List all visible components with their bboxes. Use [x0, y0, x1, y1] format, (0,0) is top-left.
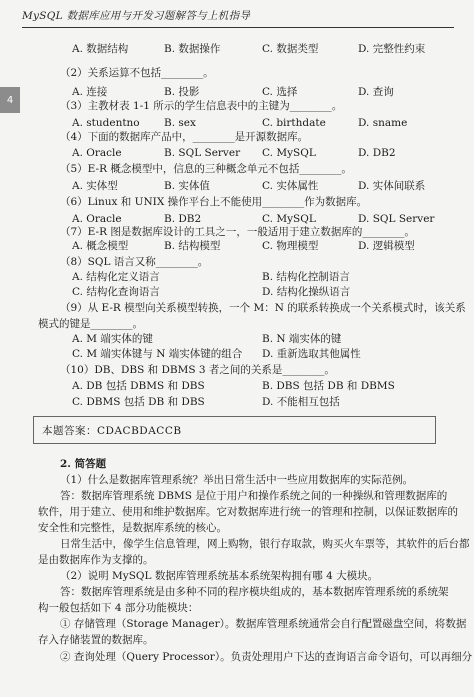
q6-option-b: B. DB2 [164, 213, 202, 225]
q9-option-c: C. M 端实体键与 N 端实体键的组合 [72, 348, 243, 360]
q2-stem: （2）关系运算不包括________。 [60, 67, 214, 79]
answer-text [42, 423, 182, 438]
q7-stem: （7）E-R 图是数据库设计的工具之一，一般适用于建立数据库的________。 [60, 226, 415, 238]
q1-option-d: D. 完整性约束 [358, 43, 426, 55]
answer-label: 本题答案： [42, 425, 97, 437]
q2-option-d: D. 查询 [358, 86, 394, 98]
q8-option-a: A. 结构化定义语言 [72, 271, 160, 283]
q6-option-d: D. SQL Server [358, 213, 435, 225]
q5-option-c: C. 实体属性 [262, 180, 319, 192]
q1-option-c: C. 数据类型 [262, 43, 319, 55]
q6-option-c: C. MySQL [262, 213, 316, 225]
paragraph-line: 安全性和完整性，是数据库系统的核心。 [38, 522, 227, 534]
q4-option-d: D. DB2 [358, 147, 396, 159]
paragraph-line: ② 查询处理（Query Processor）。负责处理用户下达的查询语言命令语句，可以再细分 [60, 651, 473, 663]
q1-option-b: B. 数据操作 [164, 43, 221, 55]
q3-option-d: D. sname [358, 117, 408, 129]
header-rule [22, 27, 454, 28]
q8-stem: （8）SQL 语言又称________。 [60, 256, 209, 268]
q9-stem: （9）从 E-R 模型向关系模型转换，一个 M：N 的联系转换成一个关系模式时，该关系 [60, 302, 466, 314]
q3-option-c: C. birthdate [262, 117, 326, 129]
q8-option-b: B. 结构化控制语言 [262, 271, 350, 283]
paragraph-line: 答：数据库管理系统是由多种不同的程序模块组成的，基本数据库管理系统的系统架 [60, 586, 449, 598]
q3-option-a: A. studentno [72, 117, 140, 129]
q2-option-c: C. 选择 [262, 86, 298, 98]
paragraph-line: 是由数据库作为支撑的。 [38, 554, 154, 566]
q6-option-a: A. Oracle [72, 213, 122, 225]
q10-stem: （10）DB、DBS 和 DBMS 3 者之间的关系是________。 [60, 364, 335, 376]
q4-stem: （4）下面的数据库产品中，________是开源数据库。 [60, 131, 309, 143]
q7-option-a: A. 概念模型 [72, 240, 129, 252]
paragraph-line: （2）说明 MySQL 数据库管理系统基本系统架构拥有哪 4 大模块。 [60, 570, 379, 582]
q10-option-c: C. DBMS 包括 DB 和 DBS [72, 396, 205, 408]
paragraph-line: 日常生活中，像学生信息管理，网上购物，银行存取款，购买火车票等，其软件的后台都 [60, 538, 470, 550]
running-header: MySQL 数据库应用与开发习题解答与上机指导 [22, 10, 251, 22]
q5-stem: （5）E-R 概念模型中，信息的三种概念单元不包括________。 [60, 163, 352, 175]
answer-value: CDACBDACCB [97, 425, 182, 437]
q2-option-a: A. 连接 [72, 86, 108, 98]
q3-stem: （3）主教材表 1-1 所示的学生信息表中的主键为________。 [60, 100, 343, 112]
q5-option-b: B. 实体值 [164, 180, 210, 192]
q8-option-d: D. 结构化操纵语言 [262, 286, 351, 298]
q4-option-a: A. Oracle [72, 147, 122, 159]
paragraph-line: 存入存储装置的数据库。 [38, 634, 154, 646]
q4-option-c: C. MySQL [262, 147, 316, 159]
q7-option-d: D. 逻辑模型 [358, 240, 415, 252]
q4-option-b: B. SQL Server [164, 147, 241, 159]
paragraph-line: 软件，用于建立、使用和维护数据库。它对数据库进行统一的管理和控制，以保证数据库的 [38, 506, 458, 518]
q10-option-b: B. DBS 包括 DB 和 DBMS [262, 380, 395, 392]
paragraph-line: （1）什么是数据库管理系统？举出日常生活中一些应用数据库的实际范例。 [60, 474, 414, 486]
q2-option-b: B. 投影 [164, 86, 200, 98]
q9-option-a: A. M 端实体的键 [72, 333, 153, 345]
q10-option-a: A. DB 包括 DBMS 和 DBS [72, 380, 205, 392]
q3-option-b: B. sex [164, 117, 196, 129]
paragraph-line: ① 存储管理（Storage Manager）。数据库管理系统通常会自行配置磁盘空间，将数据 [60, 618, 467, 630]
q10-option-d: D. 不能相互包括 [262, 396, 340, 408]
q9-option-b: B. N 端实体的键 [262, 333, 342, 345]
q5-option-d: D. 实体间联系 [358, 180, 426, 192]
page-number-tab: 4 [0, 87, 20, 113]
q1-option-a: A. 数据结构 [72, 43, 129, 55]
q9-option-d: D. 重新选取其他属性 [262, 348, 361, 360]
q7-option-b: B. 结构模型 [164, 240, 221, 252]
answer-box [33, 416, 436, 444]
q9-stem-continued: 模式的键是________。 [38, 318, 143, 330]
q7-option-c: C. 物理模型 [262, 240, 319, 252]
q5-option-a: A. 实体型 [72, 180, 118, 192]
section-title: 2. 简答题 [60, 458, 107, 470]
paragraph-line: 答：数据库管理系统 DBMS 是位于用户和操作系统之间的一种操纵和管理数据库的 [60, 490, 448, 502]
q6-stem: （6）Linux 和 UNIX 操作平台上不能使用________作为数据库。 [60, 196, 368, 208]
q8-option-c: C. 结构化查询语言 [72, 286, 160, 298]
paragraph-line: 构一般包括如下 4 部分功能模块： [38, 602, 199, 614]
